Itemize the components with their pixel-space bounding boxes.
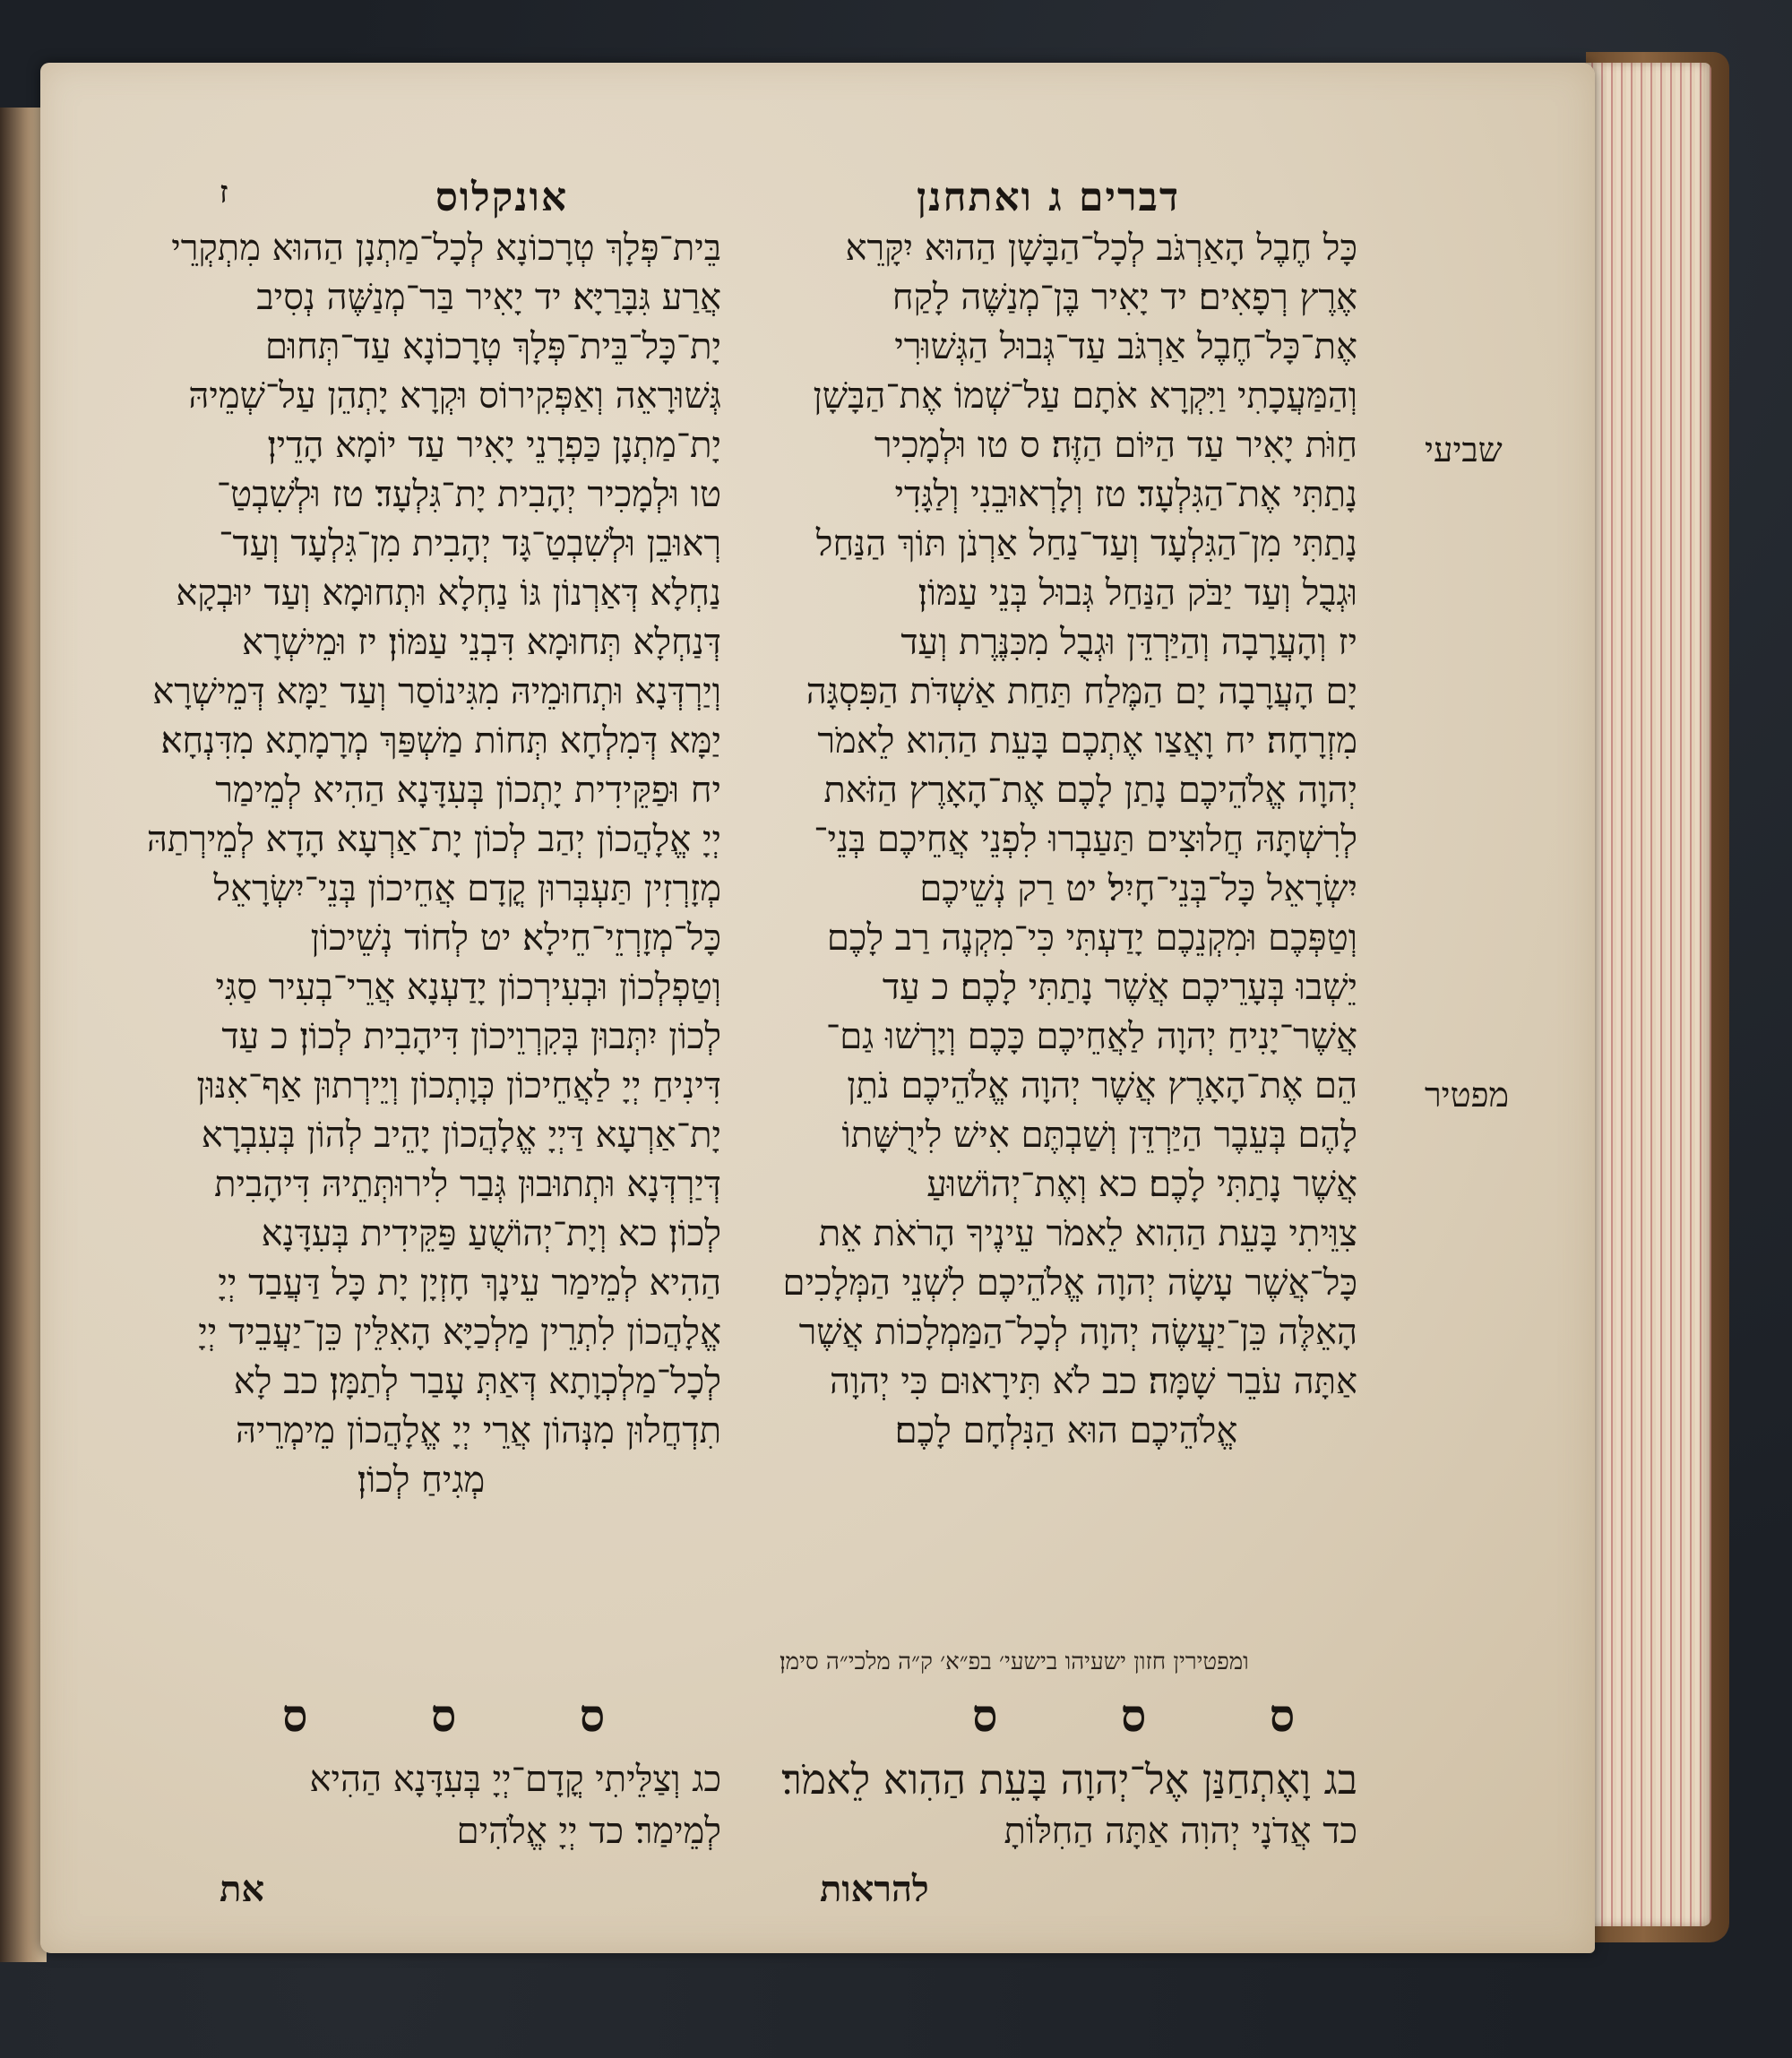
section-separator-left: ס ס ס — [282, 1689, 659, 1742]
text-line: נָתַתִּי אֶת־הַגִּלְעָד׃ טז וְלָרְאוּבֵנִי וְלַגָּדִי — [894, 474, 1357, 515]
text-line: אֲשֶׁר־יָנִיחַ יְהוָה לַאֲחֵיכֶם כָּכֶם וְיָרְשׁוּ גַם־ — [825, 1016, 1357, 1057]
text-line: לְרִשְׁתָּהּ חֲלוּצִים תַּעַבְרוּ לִפְנֵי אֲחֵיכֶם בְּנֵי־ — [814, 819, 1357, 860]
text-line: גְּשׁוּרָאֵה וְאַפְּקִירוֹס וּקְרָא יָתְהֵן עַל־שְׁמֵיהּ — [188, 375, 721, 417]
text-line: יְיָ אֱלָהֲכוֹן יְהַב לְכוֹן יָת־אַרְעָא הָדָא לְמֵירְתַהּ — [146, 819, 721, 860]
text-line: דְּנַחְלָא תְּחוּמָא דִּבְנֵי עַמּוֹן׃ יז וּמֵישְׁרָא — [241, 622, 721, 663]
text-line: הֵם אֶת־הָאָרֶץ אֲשֶׁר יְהוָה אֱלֹהֵיכֶם נֹתֵן — [847, 1065, 1357, 1106]
text-line: רְאוּבֵן וּלְשִׁבְטַ־גָּד יְהָבִית מִן־גִּלְעָד וְעַד־ — [219, 523, 721, 564]
text-line: וְהַמַּעֲכָתִי וַיִּקְרָא אֹתָם עַל־שְׁמוֹ אֶת־הַבָּשָׁן — [813, 375, 1357, 417]
text-line: אֲשֶׁר נָתַתִּי לָכֶם׃ כא וְאֶת־יְהוֹשׁוּעַ — [926, 1164, 1357, 1205]
haftarah-note: ומפטירין חזון ישעיהו בישעי׳ בפ״א׳ ק״ה מלכי״ה סימן׃ — [780, 1649, 1249, 1675]
text-line: אֶת־כָּל־חֶבֶל אַרְגֹּב עַד־גְּבוּל הַגְּשׁוּרִי — [894, 326, 1357, 367]
text-line: לְכוֹן׃ כא וְיָת־יְהוֹשֻׁעַ פַּקֵּידִית בְּעִדָּנָא — [261, 1213, 721, 1254]
torah-text-column — [775, 224, 1357, 1456]
text-line: אֲרַע גִּבָּרַיָּא׃ יד יָאִיר בַּר־מְנַשֶּׁה נְסִיב — [256, 277, 721, 318]
catchword-left: את — [220, 1868, 265, 1910]
page-header-onkelos: אונקלוס — [435, 175, 569, 220]
book-page — [40, 63, 1595, 1953]
text-line: יְהוָה אֱלֹהֵיכֶם נָתַן לָכֶם אֶת־הָאָרֶץ הַזֹּאת — [823, 770, 1357, 811]
text-line: וְיַרְדְּנָא וּתְחוּמֵיהּ מִגִּינוֹסַר וְעַד יַמָּא דְּמֵישְׁרָא — [152, 671, 721, 712]
text-line: טו וּלְמָכִיר יְהָבִית יָת־גִּלְעָד׃ טז וּלְשִׁבְטַ־ — [216, 474, 721, 515]
text-line: תִדְחֲלוּן מִנְּהוֹן אֲרֵי יְיָ אֱלָהֲכוֹן מֵימְרֵיהּ — [235, 1410, 721, 1451]
text-line: יז וְהָעֲרָבָה וְהַיַּרְדֵּן וּגְבֻל מִכִּנֶּרֶת וְעַד — [900, 622, 1357, 663]
text-line: בֵּית־פְּלָךְ טְרָכוֹנָא לְכָל־מַתְנָן הַהוּא מִתְקְרֵי — [171, 228, 721, 269]
text-line: נַחְלָא דְּאַרְנוֹן גּוֹ נַחְלָא וּתְחוּמָא וְעַד יוּבְקָא — [176, 573, 721, 614]
text-line: לָהֶם בְּעֵבֶר הַיַּרְדֵּן וְשַׁבְתֶּם אִישׁ לִירֻשָּׁתוֹ — [841, 1115, 1357, 1156]
text-line: מְגִיחַ לְכוֹן׃ — [357, 1460, 486, 1501]
text-line: לְמֵימַר׃ כד יְיָ אֱלֹהִים — [456, 1811, 721, 1852]
text-line: נָתַתִּי מִן־הַגִּלְעָד וְעַד־נַחַל אַרְנֹן תּוֹךְ הַנַּחַל — [815, 523, 1357, 564]
page-number: ז — [220, 175, 230, 211]
text-line: וּגְבֻל וְעַד יַבֹּק הַנַּחַל גְּבוּל בְּנֵי עַמּוֹן׃ — [918, 573, 1357, 614]
text-line: יָת־כָּל־בֵּית־פְּלָךְ טְרָכוֹנָא עַד־תְּחוּם — [264, 326, 721, 367]
text-line: וְטַפְּכֶם וּמִקְנֵכֶם יָדַעְתִּי כִּי־מִקְנֶה רַב לָכֶם — [826, 917, 1357, 959]
text-line: אֱלָהֲכוֹן לִתְרֵין מַלְכַיָּא הָאִלֵּין כֵּן־יַעֲבֵיד יְיָ — [198, 1312, 721, 1353]
text-line: כג וְצַלֵּיתִי קֳדָם־יְיָ בְּעִדָּנָא הַהִיא — [309, 1759, 721, 1800]
marginal-note-shvii: שביעי — [1425, 430, 1503, 469]
text-line: צִוֵּיתִי בָּעֵת הַהִוא לֵאמֹר עֵינֶיךָ הָרֹאֹת אֵת — [818, 1213, 1357, 1254]
text-line: כָּל־אֲשֶׁר עָשָׂה יְהוָה אֱלֹהֵיכֶם לִשְׁנֵי הַמְּלָכִים — [782, 1262, 1357, 1304]
text-line: לְכָל־מַלְכְוָתָא דְּאַתְּ עָבַר לְתַמָּן׃ כב לָא — [233, 1361, 721, 1402]
text-line: יָם הָעֲרָבָה יָם הַמֶּלַח תַּחַת אַשְׁדֹּת הַפִּסְגָּה — [806, 671, 1357, 712]
text-line: אַתָּה עֹבֵר שָׁמָּה׃ כב לֹא תִּירָאוּם כִּי יְהוָה — [829, 1361, 1357, 1402]
text-line: מִזְרָחָה׃ יח וָאֲצַו אֶתְכֶם בָּעֵת הַהִוא לֵאמֹר — [817, 720, 1357, 762]
text-line: בג וָאֶתְחַנַּן אֶל־יְהוָה בָּעֵת הַהִוא לֵאמֹר׃ — [781, 1755, 1357, 1804]
page-edges — [1577, 63, 1711, 1926]
text-line: יָת־אַרְעָא דַּיְיָ אֱלָהֲכוֹן יָהֵיב לְהוֹן בְּעִבְרָא — [201, 1115, 721, 1156]
text-line: כָּל־מְזָרְזֵי־חֵילָא׃ יט לְחוֹד נְשֵׁיכוֹן — [310, 917, 721, 959]
text-line: יח וּפַקֵּידִית יָתְכוֹן בְּעִדָּנָא הַהִיא לְמֵימַר — [215, 770, 721, 811]
text-line: אֱלֹהֵיכֶם הוּא הַנִּלְחָם לָכֶם׃ — [894, 1410, 1238, 1451]
text-line: מְזָרְזִין תַּעְבְּרוּן קֳדָם אֲחֵיכוֹן בְּנֵי־יִשְׂרָאֵל — [213, 868, 721, 909]
onkelos-text-column — [121, 224, 721, 1505]
catchword-right: להראות — [820, 1868, 929, 1910]
text-line: הָאֵלֶּה כֵּן־יַעֲשֶׂה יְהוָה לְכָל־הַמַּמְלָכוֹת אֲשֶׁר — [798, 1312, 1357, 1353]
text-line: לְכוֹן יִתְּבוּן בְּקִרְוֵיכוֹן דִּיהָבִית לְכוֹן׃ כ עַד — [221, 1016, 721, 1057]
vaetchanan-torah — [775, 1752, 1357, 1856]
section-separator-right: ס ס ס — [972, 1689, 1349, 1742]
text-line: יָת־מַתְנָן כַּפְרָנֵי יָאִיר עַד יוֹמָא הָדֵין׃ — [267, 425, 721, 466]
vaetchanan-onkelos — [121, 1752, 721, 1856]
text-line: חַוֹּת יָאִיר עַד הַיּוֹם הַזֶּה׃ ס טו וּלְמָכִיר — [874, 425, 1357, 466]
text-line: וְטַפְלְכוֹן וּבְעִירְכוֹן יָדַעְנָא אֲרֵי־בְעִיר סַגִּי — [215, 967, 721, 1008]
text-line: יַמָּא דְּמִלְחָא תְּחוֹת מַשְׁפַּךְ מְרָמָתָא מִדִּנְחָא׃ — [160, 720, 721, 762]
text-line: יִשְׂרָאֵל כָּל־בְּנֵי־חָיִל׃ יט רַק נְשֵׁיכֶם — [919, 868, 1357, 909]
text-line: כָּל חֶבֶל הָאַרְגֹּב לְכָל־הַבָּשָׁן הַהוּא יִקָּרֵא — [845, 228, 1357, 269]
marginal-note-maftir: מפטיר — [1425, 1075, 1510, 1115]
text-line: יֵשְׁבוּ בְּעָרֵיכֶם אֲשֶׁר נָתַתִּי לָכֶם׃ כ עַד — [882, 967, 1357, 1008]
text-line: אֶרֶץ רְפָאִים׃ יד יָאִיר בֶּן־מְנַשֶּׁה לָקַח — [892, 277, 1357, 318]
text-line: כד אֲדֹנָי יְהוִה אַתָּה הַחִלּוֹתָ — [1004, 1811, 1357, 1852]
text-line: הַהִיא לְמֵימַר עֵינָךְ חָזְיָן יָת כָּל דַּעֲבַד יְיָ — [218, 1262, 721, 1304]
text-line: דִּינִיחַ יְיָ לַאֲחֵיכוֹן כְּוָתְכוֹן וְיֵירְתוּן אַף־אִנּוּן — [196, 1065, 721, 1106]
page-header-torah: דברים ג ואתחנן — [916, 175, 1181, 220]
text-line: דְּיַרְדְּנָא וּתְתוּבוּן גְּבַר לִירוּתְּתֵיהּ דִּיהָבִית — [214, 1164, 721, 1205]
